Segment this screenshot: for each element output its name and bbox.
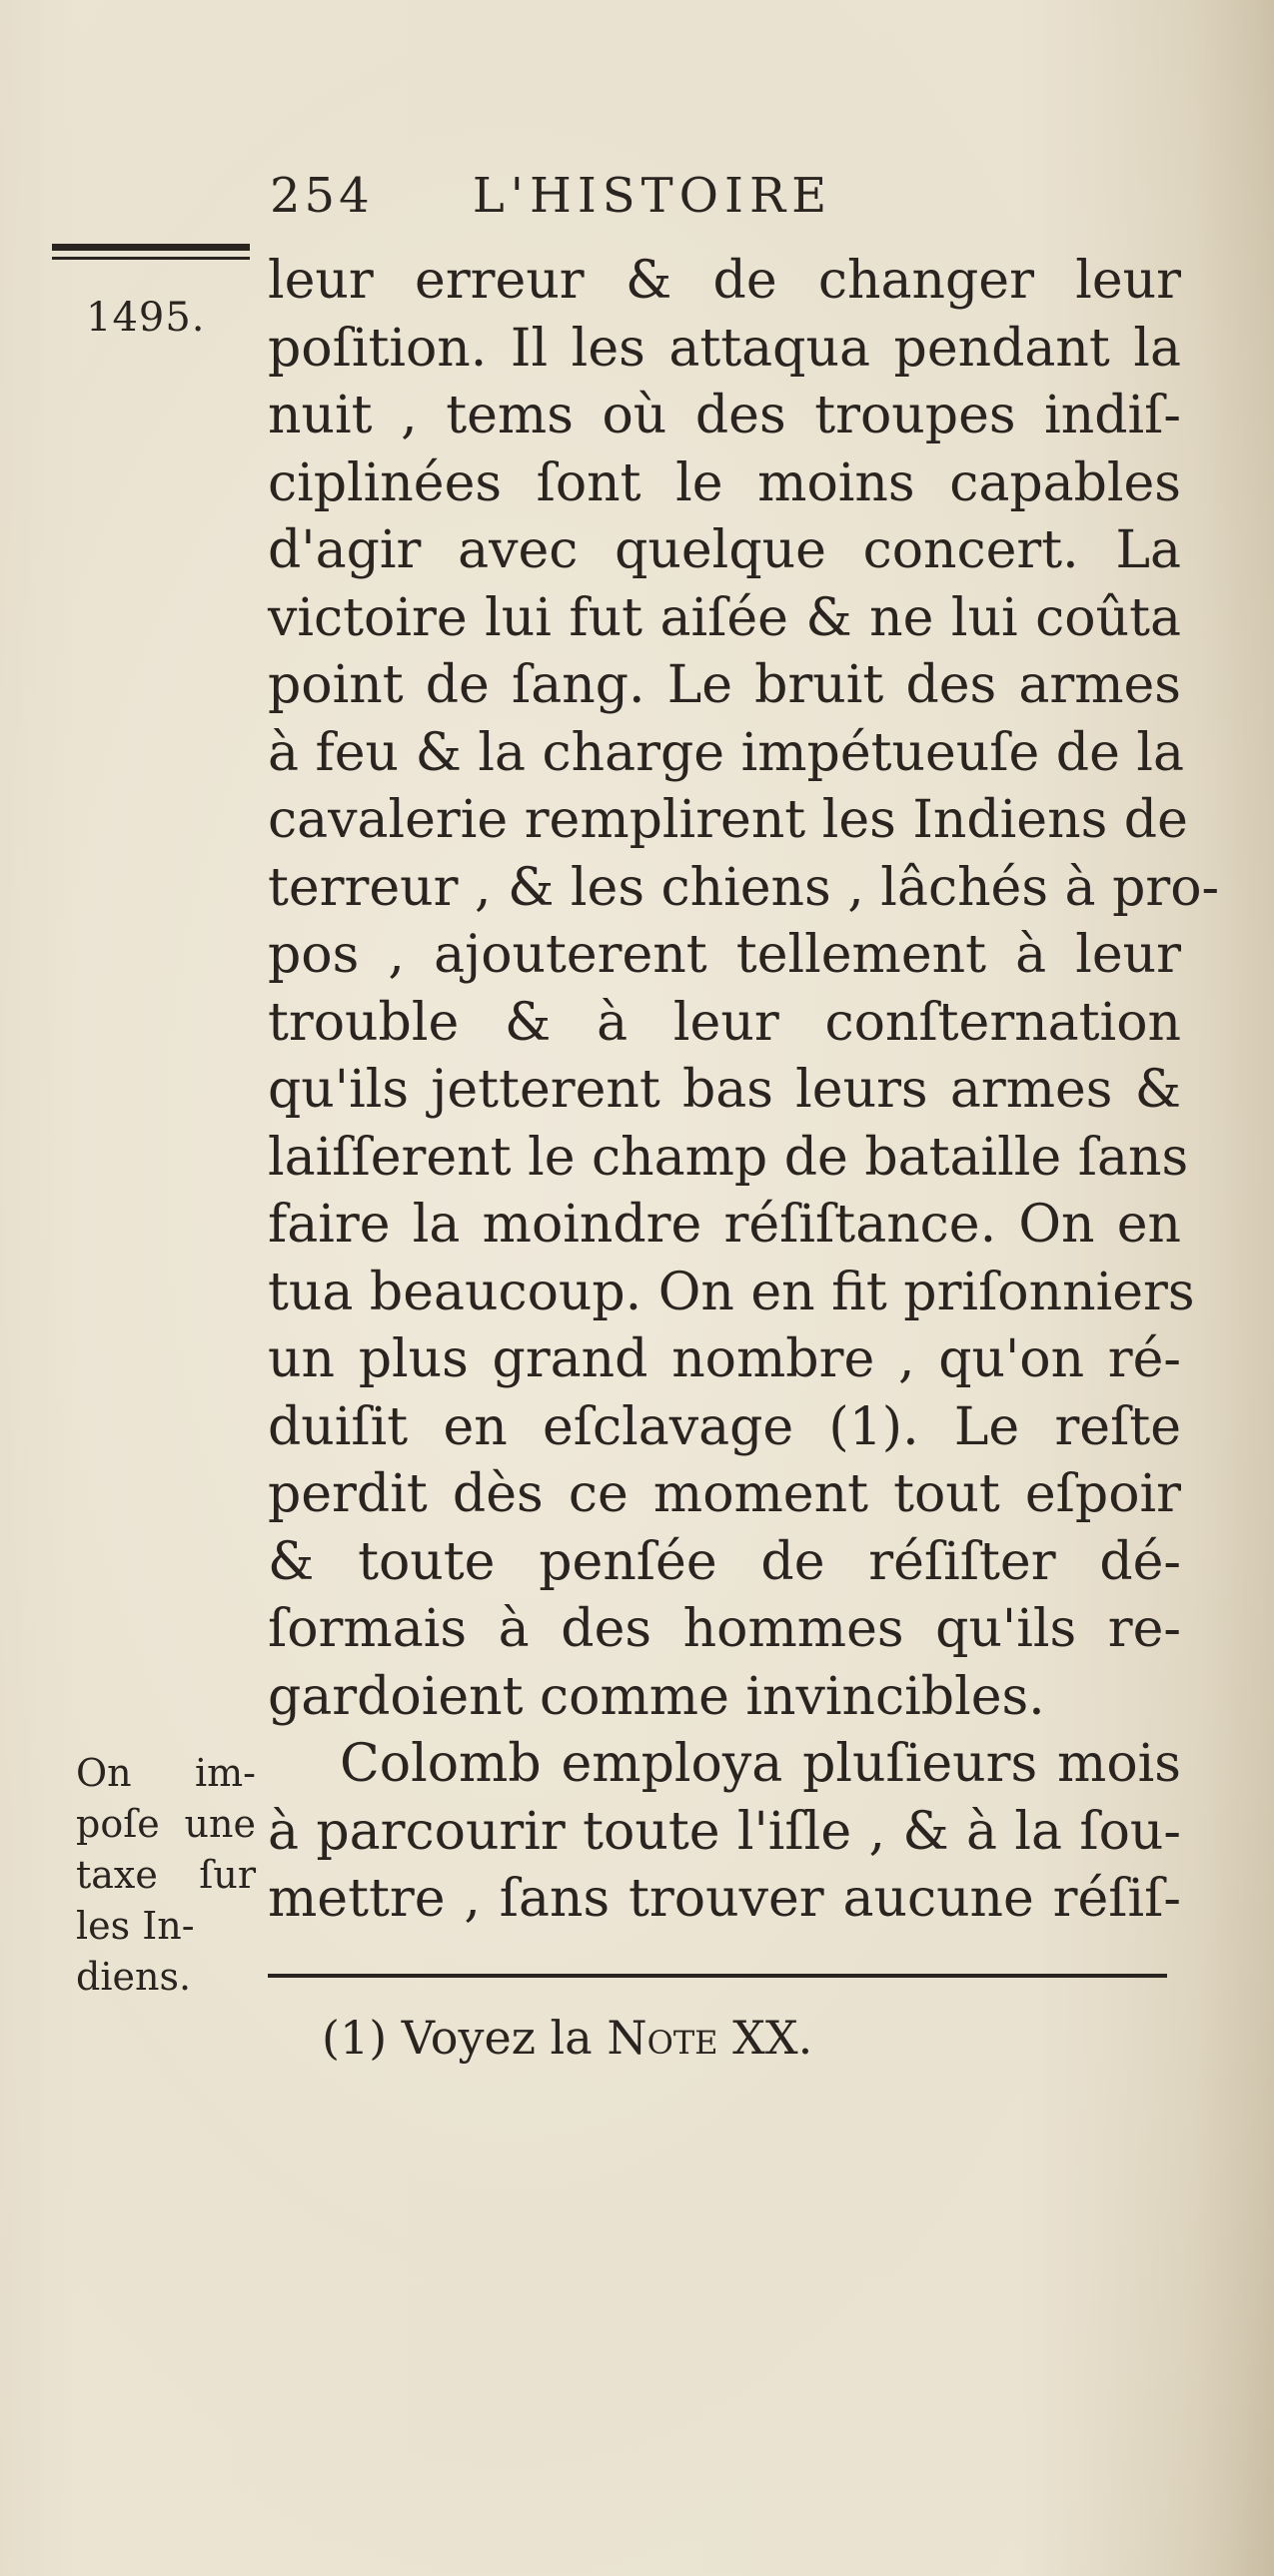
text-line: leur erreur & de changer leur bbox=[268, 251, 1181, 311]
marginal-note-line: les In- bbox=[76, 1904, 195, 1948]
marginal-note bbox=[76, 1748, 256, 2003]
text-line: perdit dès ce moment tout eſpoir bbox=[268, 1464, 1181, 1524]
text-line: ciplinées ſont le moins capables bbox=[268, 452, 1181, 513]
marginal-note-line: On im- bbox=[76, 1751, 256, 1795]
text-line: Colomb employa pluſieurs mois bbox=[340, 1734, 1181, 1794]
text-line: à feu & la charge impétueuſe de la bbox=[268, 722, 1185, 783]
text-line: mettre , ſans trouver aucune réſiſ- bbox=[268, 1869, 1181, 1929]
text-line: duiſit en eſclavage (1). Le reſte bbox=[268, 1396, 1181, 1457]
text-line: cavalerie remplirent les Indiens de bbox=[268, 790, 1188, 850]
rule-thin bbox=[52, 257, 250, 260]
rule-thick bbox=[52, 244, 250, 251]
text-line: victoire lui fut aiſée & ne lui coûta bbox=[268, 587, 1181, 648]
text-line: & toute penſée de réſiſter dé- bbox=[268, 1531, 1181, 1592]
text-line: d'agir avec quelque concert. La bbox=[268, 520, 1181, 580]
margin-year: 1495. bbox=[86, 295, 206, 341]
marginal-note-line: taxe ſur bbox=[76, 1853, 256, 1897]
footnote-marker: (1) bbox=[322, 2011, 388, 2065]
text-line: pos , ajouterent tellement à leur bbox=[268, 925, 1181, 985]
page-header bbox=[270, 168, 832, 224]
footnote-text: Voyez la bbox=[401, 2011, 593, 2065]
text-line: ſormais à des hommes qu'ils re- bbox=[268, 1599, 1181, 1659]
text-line: nuit , tems où des troupes indiſ- bbox=[268, 386, 1181, 445]
text-line: trouble & à leur conſternation bbox=[268, 992, 1181, 1053]
text-line: à parcourir toute l'iſle , & à la ſou- bbox=[268, 1801, 1181, 1862]
text-line: tua beaucoup. On en fit priſonniers bbox=[268, 1262, 1195, 1322]
marginal-double-rule bbox=[52, 244, 250, 260]
text-line: terreur , & les chiens , lâchés à pro- bbox=[268, 857, 1220, 918]
text-line: poſition. Il les attaqua pendant la bbox=[268, 318, 1181, 379]
page-number: 254 bbox=[270, 168, 374, 224]
footnote-rule bbox=[268, 1974, 1167, 1978]
text-line: gardoient comme invincibles. bbox=[268, 1666, 1045, 1727]
text-line: faire la moindre réſiſtance. On en bbox=[268, 1195, 1181, 1255]
footnote bbox=[322, 2008, 812, 2068]
text-line: qu'ils jetterent bas leurs armes & bbox=[268, 1060, 1181, 1120]
marginal-note-line: poſe une bbox=[76, 1802, 256, 1846]
text-line: laiſſerent le champ de bataille ſans bbox=[268, 1127, 1189, 1188]
text-line: point de ſang. Le bruit des armes bbox=[268, 655, 1181, 715]
marginal-note-line: diens. bbox=[76, 1955, 192, 1999]
text-line: un plus grand nombre , qu'on ré- bbox=[268, 1329, 1181, 1389]
running-title: L'HISTOIRE bbox=[472, 168, 833, 224]
body-text bbox=[268, 248, 1220, 1934]
footnote-reference: Note XX. bbox=[607, 2011, 813, 2065]
